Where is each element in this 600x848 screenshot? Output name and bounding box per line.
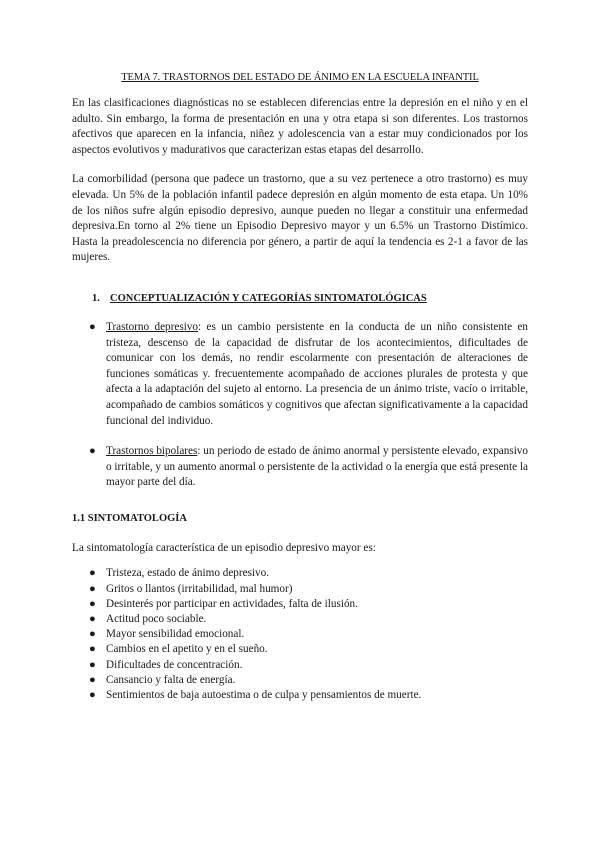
paragraph-comorbidity: La comorbilidad (persona que padece un trastorno, que a su vez pertenece a otro trastorno) es muy elevada. Un 5% de la población infantil padece depresión en algún momento de esta etapa. Un 10% de los niños sufre algún episodio depresivo, aunque pueden no llegar a constituir una enfermedad depresiva.En torno al 2% tiene un Episodio Depresivo mayor y un 6.5% un Trastorno Distímico. Hasta la preadolescencia no diferencia por género, a partir de aquí la tendencia es 2-1 a favor de las mujeres. [72, 173, 528, 264]
bullet-icon: ● [89, 628, 96, 641]
definitions-list [72, 320, 528, 491]
bullet-icon: ● [89, 597, 96, 610]
symptom-text: Actitud poco sociable. [106, 613, 207, 626]
bullet-icon: ● [89, 445, 96, 458]
symptom-item [72, 688, 528, 703]
bullet-icon: ● [89, 320, 96, 333]
symptom-item [72, 597, 528, 612]
bullet-icon: ● [89, 658, 96, 671]
symptom-text: Gritos o llantos (irritabilidad, mal humor) [106, 582, 293, 595]
symptom-text: Mayor sensibilidad emocional. [106, 628, 245, 641]
symptom-item [72, 627, 528, 642]
section-heading [72, 293, 528, 304]
symptom-item [72, 658, 528, 673]
bullet-icon: ● [89, 673, 96, 686]
symptom-text: Cansancio y falta de energía. [106, 673, 236, 686]
symptom-text: Cambios en el apetito y en el sueño. [106, 643, 268, 656]
bullet-icon: ● [89, 567, 96, 580]
bullet-icon: ● [89, 613, 96, 626]
section-title: CONCEPTUALIZACIÓN Y CATEGORÍAS SINTOMATOLÓGICAS [110, 292, 427, 304]
symptom-item [72, 642, 528, 657]
subsection-intro: La sintomatología característica de un episodio depresivo mayor es: [72, 541, 376, 554]
term-bipolar-disorders: Trastornos bipolares [106, 445, 198, 458]
symptom-item [72, 566, 528, 581]
symptom-item [72, 673, 528, 688]
spacer [72, 280, 528, 293]
paragraph-intro: En las clasificaciones diagnósticas no se establecen diferencias entre la depresión en el niño y en el adulto. Sin embargo, la forma de presentación en una y otra etapa si son diferentes. Los trastornos afectivos que aparecen en la infancia, niñez y adolescencia van a estar muy condicionados por los aspectos evolutivos y madurativos que caracterizan estas etapas del desarrollo. [72, 97, 528, 156]
list-item [72, 444, 528, 491]
section-number: 1. [92, 292, 100, 304]
list-item [72, 320, 528, 429]
symptom-text: Sentimientos de baja autoestima o de culpa y pensamientos de muerte. [106, 689, 422, 702]
subsection-heading: 1.1 SINTOMATOLOGÍA [72, 512, 187, 524]
symptom-item [72, 582, 528, 597]
symptom-text: Dificultades de concentración. [106, 658, 243, 671]
bullet-icon: ● [89, 689, 96, 702]
symptom-text: Desinterés por participar en actividades, falta de ilusión. [106, 597, 358, 610]
document-title: TEMA 7. TRASTORNOS DEL ESTADO DE ÁNIMO EN LA ESCUELA INFANTIL [121, 72, 479, 83]
definition-text: : es un cambio persistente en la conducta de un niño consistente en tristeza, descenso de la capacidad de disfrutar de los acontecimientos, dificultades de comunicar con los demás, no rendir escolarmente con presentación de alteraciones de funciones somáticas y. frecuentemente acompañado de acciones plurales de protesta y que afecta a la adaptación del sujeto al entorno. La presencia de un ánimo triste, vacío o irritable, acompañado de cambios somáticos y cognitivos que afectan significativamente a la capacidad funcional del individuo. [106, 320, 529, 427]
symptom-item [72, 612, 528, 627]
bullet-icon: ● [89, 582, 96, 595]
symptoms-list [72, 566, 528, 703]
symptom-text: Tristeza, estado de ánimo depresivo. [106, 567, 270, 580]
definition-text: : un periodo de estado de ánimo anormal y persistente elevado, expansivo o irritable, y un aumento anormal o persistente de la actividad o la energía que está presente la mayor parte del día. [106, 445, 528, 489]
term-depressive-disorder: Trastorno depresivo [106, 320, 198, 333]
bullet-icon: ● [89, 643, 96, 656]
